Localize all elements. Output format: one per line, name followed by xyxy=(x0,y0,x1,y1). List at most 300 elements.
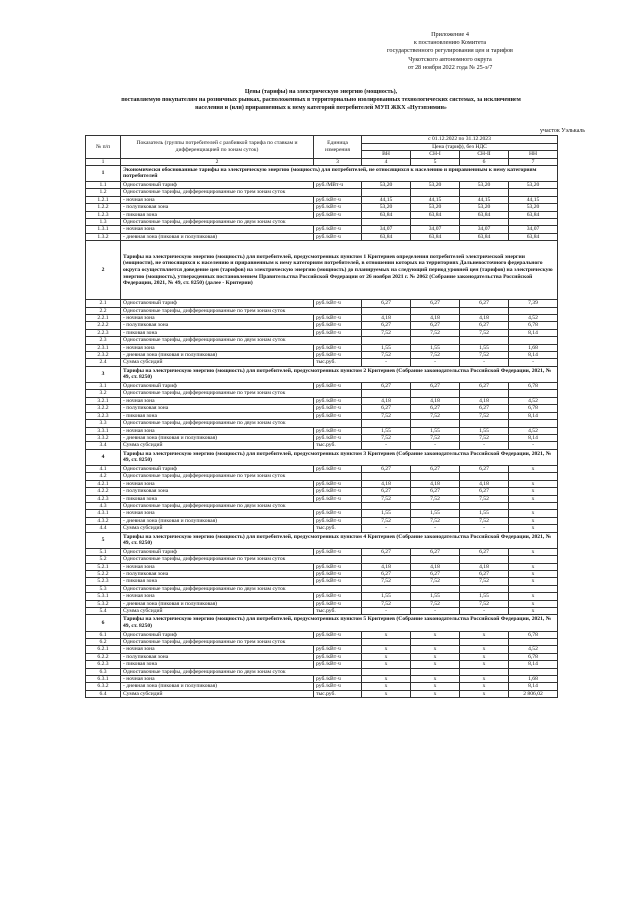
row-number: 3.4 xyxy=(86,442,121,449)
row-description: Одноставочный тариф xyxy=(121,383,314,390)
empty-cell xyxy=(411,502,460,509)
row-description: - полупиковая зона xyxy=(121,653,314,660)
row-number: 6.2.1 xyxy=(86,646,121,653)
empty-cell xyxy=(460,502,509,509)
tariff-value: 44,15 xyxy=(460,196,509,203)
tariff-row xyxy=(86,690,558,697)
row-number: 2.2 xyxy=(86,307,121,314)
title-line: населения и (или) приравненных к нему категорий потребителей МУП ЖКХ «Нутэпэнмин» xyxy=(195,105,447,112)
tariff-value: 8,14 xyxy=(509,661,558,668)
subsection-row xyxy=(86,639,558,646)
row-number: 2.2.1 xyxy=(86,315,121,322)
subsection-title: Одноставочные тарифы, дифференцированные по трем зонам суток xyxy=(121,473,362,480)
tariff-value: 44,15 xyxy=(362,196,411,203)
empty-cell xyxy=(509,502,558,509)
column-number: 2 xyxy=(121,158,314,165)
row-unit: руб./кВт·ч xyxy=(314,196,362,203)
tariff-value: 63,84 xyxy=(509,233,558,240)
empty-cell xyxy=(509,189,558,196)
tariff-value: 34,07 xyxy=(362,226,411,233)
tariff-value: 8,14 xyxy=(509,352,558,359)
tariff-value: х xyxy=(411,646,460,653)
tariff-value: х xyxy=(509,495,558,502)
section-row xyxy=(86,366,558,382)
subsection-row xyxy=(86,668,558,675)
row-unit: руб./кВт·ч xyxy=(314,322,362,329)
subsection-row xyxy=(86,556,558,563)
empty-cell xyxy=(411,668,460,675)
tariff-value: 53,20 xyxy=(362,181,411,188)
tariff-value: - xyxy=(411,608,460,615)
row-unit: руб./кВт·ч xyxy=(314,412,362,419)
row-unit: тыс.руб. xyxy=(314,608,362,615)
section-row xyxy=(86,449,558,465)
column-number: 3 xyxy=(314,158,362,165)
tariff-value: х xyxy=(411,683,460,690)
row-unit: руб./кВт·ч xyxy=(314,578,362,585)
tariff-value: х xyxy=(460,676,509,683)
tariff-value: 6,27 xyxy=(411,405,460,412)
tariff-row xyxy=(86,676,558,683)
row-unit: руб./кВт·ч xyxy=(314,405,362,412)
row-description: - ночная зона xyxy=(121,315,314,322)
tariff-value: 4,18 xyxy=(362,480,411,487)
tariff-value: х xyxy=(362,661,411,668)
row-description: - полупиковая зона xyxy=(121,405,314,412)
tariff-value: 7,52 xyxy=(362,495,411,502)
empty-cell xyxy=(411,219,460,226)
row-unit: руб./кВт·ч xyxy=(314,548,362,555)
tariff-value: 6,27 xyxy=(460,465,509,472)
row-unit: руб./МВт·ч xyxy=(314,181,362,188)
empty-cell xyxy=(411,189,460,196)
row-description: - ночная зона xyxy=(121,593,314,600)
empty-cell xyxy=(362,390,411,397)
row-unit: руб./кВт·ч xyxy=(314,204,362,211)
tariff-value: 4,18 xyxy=(411,480,460,487)
tariff-value: 7,52 xyxy=(362,352,411,359)
row-description: - ночная зона xyxy=(121,344,314,351)
tariff-value: 6,27 xyxy=(362,465,411,472)
row-number: 5.2.3 xyxy=(86,578,121,585)
header-unit: Единица измерения xyxy=(314,136,362,159)
tariff-value: 6,27 xyxy=(411,300,460,307)
row-number: 1.1 xyxy=(86,181,121,188)
tariff-row xyxy=(86,383,558,390)
row-number: 5.2 xyxy=(86,556,121,563)
subsection-title: Одноставочные тарифы, дифференцированные по трем зонам суток xyxy=(121,307,362,314)
tariff-value: 6,27 xyxy=(362,383,411,390)
tariff-value: 7,52 xyxy=(411,600,460,607)
row-unit: руб./кВт·ч xyxy=(314,646,362,653)
row-number: 4 xyxy=(86,449,121,465)
row-unit: руб./кВт·ч xyxy=(314,600,362,607)
header-row xyxy=(86,136,558,144)
section-row xyxy=(86,165,558,181)
subsection-title: Одноставочные тарифы, дифференцированные по трем зонам суток xyxy=(121,390,362,397)
row-description: - пиковая зона xyxy=(121,578,314,585)
row-number: 2 xyxy=(86,241,121,300)
empty-cell xyxy=(509,585,558,592)
tariff-value: 1,55 xyxy=(411,593,460,600)
tariff-value: 6,27 xyxy=(362,488,411,495)
tariff-value: 1,55 xyxy=(411,427,460,434)
row-number: 1.3 xyxy=(86,219,121,226)
tariff-row xyxy=(86,233,558,240)
title-line: Цены (тарифы) на электрическую энергию (мощность), xyxy=(244,89,398,95)
column-number: 4 xyxy=(362,158,411,165)
tariff-value: х xyxy=(460,661,509,668)
row-number: 5.3 xyxy=(86,585,121,592)
tariff-value: 6,27 xyxy=(460,405,509,412)
tariff-row xyxy=(86,517,558,524)
subsection-row xyxy=(86,219,558,226)
tariff-value: 7,52 xyxy=(460,352,509,359)
tariff-value: 6,27 xyxy=(411,488,460,495)
tariff-value: 4,18 xyxy=(411,315,460,322)
row-description: - ночная зона xyxy=(121,480,314,487)
row-number: 4.2.1 xyxy=(86,480,121,487)
row-number: 4.3.2 xyxy=(86,517,121,524)
row-description: Одноставочный тариф xyxy=(121,181,314,188)
subsection-title: Одноставочные тарифы, дифференцированные по трем зонам суток xyxy=(121,189,362,196)
row-unit: руб./кВт·ч xyxy=(314,329,362,336)
row-number: 2.3.1 xyxy=(86,344,121,351)
header-level: ВН xyxy=(362,151,411,159)
row-number: 2.2.3 xyxy=(86,329,121,336)
row-number: 1.2 xyxy=(86,189,121,196)
row-description: - полупиковая зона xyxy=(121,488,314,495)
empty-cell xyxy=(460,556,509,563)
tariff-value: 6,27 xyxy=(460,383,509,390)
tariff-table xyxy=(85,135,558,698)
tariff-value: х xyxy=(362,676,411,683)
row-number: 5.2.2 xyxy=(86,570,121,577)
empty-cell xyxy=(411,337,460,344)
title-line: поставляемую покупателям на розничных рынках, расположенных в территориально изолированных технологических системах, за исключением xyxy=(121,97,521,104)
tariff-value: 44,15 xyxy=(509,196,558,203)
tariff-value: 6,27 xyxy=(460,300,509,307)
header-num: № п/п xyxy=(86,136,121,159)
row-number: 5.2.1 xyxy=(86,563,121,570)
tariff-value: 1,55 xyxy=(362,593,411,600)
subsection-title: Одноставочные тарифы, дифференцированные по двум зонам суток xyxy=(121,668,362,675)
tariff-value: 7,52 xyxy=(362,517,411,524)
row-unit: руб./кВт·ч xyxy=(314,465,362,472)
row-unit: руб./кВт·ч xyxy=(314,517,362,524)
empty-cell xyxy=(411,390,460,397)
empty-cell xyxy=(509,420,558,427)
tariff-row xyxy=(86,661,558,668)
row-number: 5 xyxy=(86,532,121,548)
tariff-row xyxy=(86,397,558,404)
tariff-row xyxy=(86,488,558,495)
tariff-value: 53,20 xyxy=(509,204,558,211)
tariff-value: 63,84 xyxy=(460,233,509,240)
row-unit: руб./кВт·ч xyxy=(314,661,362,668)
row-description: - дневная зона (пиковая и полупиковая) xyxy=(121,517,314,524)
tariff-value: 44,15 xyxy=(411,196,460,203)
tariff-value: 1,55 xyxy=(411,510,460,517)
tariff-value: 6,27 xyxy=(411,465,460,472)
row-number: 3.2.2 xyxy=(86,405,121,412)
row-description: Одноставочный тариф xyxy=(121,300,314,307)
empty-cell xyxy=(460,307,509,314)
row-description: - дневная зона (пиковая и полупиковая) xyxy=(121,683,314,690)
tariff-value: х xyxy=(509,593,558,600)
empty-cell xyxy=(460,420,509,427)
subsection-row xyxy=(86,502,558,509)
tariff-value: х xyxy=(509,570,558,577)
row-number: 2.1 xyxy=(86,300,121,307)
row-number: 2.3 xyxy=(86,337,121,344)
tariff-row xyxy=(86,405,558,412)
tariff-value: - xyxy=(411,442,460,449)
empty-cell xyxy=(411,307,460,314)
row-number: 3.3.1 xyxy=(86,427,121,434)
empty-cell xyxy=(460,639,509,646)
row-number: 6.2.2 xyxy=(86,653,121,660)
row-unit: руб./кВт·ч xyxy=(314,211,362,218)
appendix-line: государственного регулирования цен и тарифов xyxy=(387,47,513,55)
row-number: 6.2.3 xyxy=(86,661,121,668)
subsection-title: Одноставочные тарифы, дифференцированные по двум зонам суток xyxy=(121,502,362,509)
row-unit: руб./кВт·ч xyxy=(314,495,362,502)
tariff-value: 4,18 xyxy=(460,315,509,322)
tariff-value: 1,55 xyxy=(362,427,411,434)
row-unit: руб./кВт·ч xyxy=(314,397,362,404)
row-description: - ночная зона xyxy=(121,510,314,517)
row-description: - дневная зона (пиковая и полупиковая) xyxy=(121,233,314,240)
row-number: 1.3.2 xyxy=(86,233,121,240)
tariff-value: - xyxy=(509,359,558,366)
tariff-value: х xyxy=(509,488,558,495)
empty-cell xyxy=(509,668,558,675)
tariff-value: 6,78 xyxy=(509,322,558,329)
row-number: 6.2 xyxy=(86,639,121,646)
tariff-value: х xyxy=(411,653,460,660)
tariff-row xyxy=(86,329,558,336)
tariff-value: 1,55 xyxy=(460,593,509,600)
tariff-value: - xyxy=(362,442,411,449)
tariff-value: - xyxy=(411,359,460,366)
empty-cell xyxy=(362,307,411,314)
empty-cell xyxy=(509,219,558,226)
row-unit: руб./кВт·ч xyxy=(314,653,362,660)
section-title: Тарифы на электрическую энергию (мощность) для потребителей, предусмотренных пунктом 5 Критериев (Собрание законодательства Российской Федерации, 2021, № 49, ст. 8250) xyxy=(121,615,558,631)
tariff-value: 63,84 xyxy=(362,211,411,218)
row-description: - полупиковая зона xyxy=(121,204,314,211)
row-unit: руб./кВт·ч xyxy=(314,563,362,570)
empty-cell xyxy=(509,639,558,646)
subsection-row xyxy=(86,420,558,427)
row-description: - полупиковая зона xyxy=(121,570,314,577)
tariff-row xyxy=(86,525,558,532)
tariff-value: х xyxy=(509,548,558,555)
row-unit: руб./кВт·ч xyxy=(314,631,362,638)
subsection-title: Одноставочные тарифы, дифференцированные по двум зонам суток xyxy=(121,585,362,592)
tariff-value: х xyxy=(362,690,411,697)
row-description: - ночная зона xyxy=(121,646,314,653)
tariff-value: 7,52 xyxy=(411,352,460,359)
tariff-row xyxy=(86,300,558,307)
tariff-row xyxy=(86,211,558,218)
header-period: с 01.12.2022 по 31.12.2023 xyxy=(362,136,558,144)
subsection-row xyxy=(86,189,558,196)
tariff-value: х xyxy=(460,646,509,653)
row-description: - полупиковая зона xyxy=(121,322,314,329)
row-number: 4.1 xyxy=(86,465,121,472)
tariff-value: 34,07 xyxy=(411,226,460,233)
tariff-row xyxy=(86,196,558,203)
tariff-value: 1,55 xyxy=(362,344,411,351)
tariff-row xyxy=(86,578,558,585)
tariff-value: 7,52 xyxy=(411,412,460,419)
section-row xyxy=(86,532,558,548)
empty-cell xyxy=(460,219,509,226)
tariff-value: 8,14 xyxy=(509,329,558,336)
row-description: - пиковая зона xyxy=(121,495,314,502)
tariff-row xyxy=(86,480,558,487)
subsection-row xyxy=(86,473,558,480)
header-indicator: Показатель (группы потребителей с разбивкой тарифа по ставкам и дифференциацией по зонам суток) xyxy=(121,136,314,159)
tariff-value: 63,84 xyxy=(362,233,411,240)
header-price: Цена (тариф), без НДС xyxy=(362,143,558,151)
row-description: - ночная зона xyxy=(121,676,314,683)
empty-cell xyxy=(460,189,509,196)
tariff-value: 6,27 xyxy=(362,570,411,577)
empty-cell xyxy=(509,390,558,397)
tariff-value: х xyxy=(411,631,460,638)
row-unit: руб./кВт·ч xyxy=(314,315,362,322)
tariff-value: х xyxy=(509,510,558,517)
tariff-row xyxy=(86,600,558,607)
row-description: - пиковая зона xyxy=(121,329,314,336)
tariff-row xyxy=(86,442,558,449)
tariff-value: 63,84 xyxy=(411,211,460,218)
row-number: 3.3 xyxy=(86,420,121,427)
section-row xyxy=(86,241,558,300)
row-number: 5.3.2 xyxy=(86,600,121,607)
tariff-value: 53,20 xyxy=(460,181,509,188)
row-description: - ночная зона xyxy=(121,563,314,570)
header-level: НН xyxy=(509,151,558,159)
empty-cell xyxy=(411,556,460,563)
column-number: 6 xyxy=(460,158,509,165)
empty-cell xyxy=(460,337,509,344)
tariff-value: - xyxy=(460,608,509,615)
row-number: 4.3.1 xyxy=(86,510,121,517)
tariff-value: 4,18 xyxy=(362,563,411,570)
tariff-row xyxy=(86,359,558,366)
row-unit: руб./кВт·ч xyxy=(314,593,362,600)
tariff-row xyxy=(86,683,558,690)
row-unit: руб./кВт·ч xyxy=(314,510,362,517)
empty-cell xyxy=(509,307,558,314)
row-description: Одноставочный тариф xyxy=(121,465,314,472)
tariff-value: х xyxy=(509,600,558,607)
empty-cell xyxy=(509,556,558,563)
tariff-value: х xyxy=(509,480,558,487)
tariff-value: 7,52 xyxy=(362,600,411,607)
row-number: 3.2 xyxy=(86,390,121,397)
tariff-value: 53,20 xyxy=(509,181,558,188)
tariff-value: 4,52 xyxy=(509,427,558,434)
column-number: 1 xyxy=(86,158,121,165)
tariff-value: 7,52 xyxy=(460,578,509,585)
tariff-value: - xyxy=(460,442,509,449)
tariff-value: 1,55 xyxy=(460,344,509,351)
tariff-value: 4,18 xyxy=(460,563,509,570)
tariff-value: 1,68 xyxy=(509,344,558,351)
subsection-row xyxy=(86,337,558,344)
tariff-value: 4,18 xyxy=(460,480,509,487)
row-description: - дневная зона (пиковая и полупиковая) xyxy=(121,600,314,607)
row-number: 3.2.3 xyxy=(86,412,121,419)
empty-cell xyxy=(362,585,411,592)
tariff-value: 8,14 xyxy=(509,412,558,419)
tariff-value: 7,52 xyxy=(460,434,509,441)
row-unit: руб./кВт·ч xyxy=(314,233,362,240)
subsection-title: Одноставочные тарифы, дифференцированные по двум зонам суток xyxy=(121,337,362,344)
row-unit: руб./кВт·ч xyxy=(314,226,362,233)
tariff-value: х xyxy=(460,690,509,697)
tariff-value: 6,27 xyxy=(460,488,509,495)
tariff-value: х xyxy=(509,525,558,532)
empty-cell xyxy=(362,219,411,226)
tariff-value: - xyxy=(411,525,460,532)
row-number: 4.2.2 xyxy=(86,488,121,495)
section-title: Тарифы на электрическую энергию (мощность) для потребителей, предусмотренных пунктом 2 Критериев (Собрание законодательства Российской Федерации, 2021, № 49, ст. 8250) xyxy=(121,366,558,382)
row-number: 2.4 xyxy=(86,359,121,366)
row-number: 6.4 xyxy=(86,690,121,697)
tariff-value: х xyxy=(362,653,411,660)
empty-cell xyxy=(411,473,460,480)
row-number: 4.4 xyxy=(86,525,121,532)
row-number: 6.3 xyxy=(86,668,121,675)
row-description: - дневная зона (пиковая и полупиковая) xyxy=(121,352,314,359)
column-number: 5 xyxy=(411,158,460,165)
tariff-value: 53,20 xyxy=(411,204,460,211)
row-number: 2.3.2 xyxy=(86,352,121,359)
tariff-value: 6,78 xyxy=(509,383,558,390)
tariff-value: 7,52 xyxy=(411,329,460,336)
tariff-value: 7,52 xyxy=(362,329,411,336)
row-description: - пиковая зона xyxy=(121,412,314,419)
row-number: 6 xyxy=(86,615,121,631)
row-description: Одноставочный тариф xyxy=(121,548,314,555)
row-number: 4.3 xyxy=(86,502,121,509)
tariff-value: 4,18 xyxy=(362,397,411,404)
empty-cell xyxy=(411,639,460,646)
tariff-value: 53,20 xyxy=(362,204,411,211)
appendix-line: к постановлению Комитета xyxy=(413,39,487,47)
tariff-row xyxy=(86,653,558,660)
empty-cell xyxy=(460,473,509,480)
tariff-value: 6,27 xyxy=(460,322,509,329)
tariff-value: 1,68 xyxy=(509,676,558,683)
tariff-value: х xyxy=(362,646,411,653)
tariff-value: 7,39 xyxy=(509,300,558,307)
row-description: - ночная зона xyxy=(121,196,314,203)
tariff-value: х xyxy=(411,661,460,668)
row-unit: руб./кВт·ч xyxy=(314,676,362,683)
row-description: Одноставочный тариф xyxy=(121,631,314,638)
tariff-value: х xyxy=(411,676,460,683)
tariff-row xyxy=(86,510,558,517)
empty-cell xyxy=(362,556,411,563)
tariff-row xyxy=(86,495,558,502)
